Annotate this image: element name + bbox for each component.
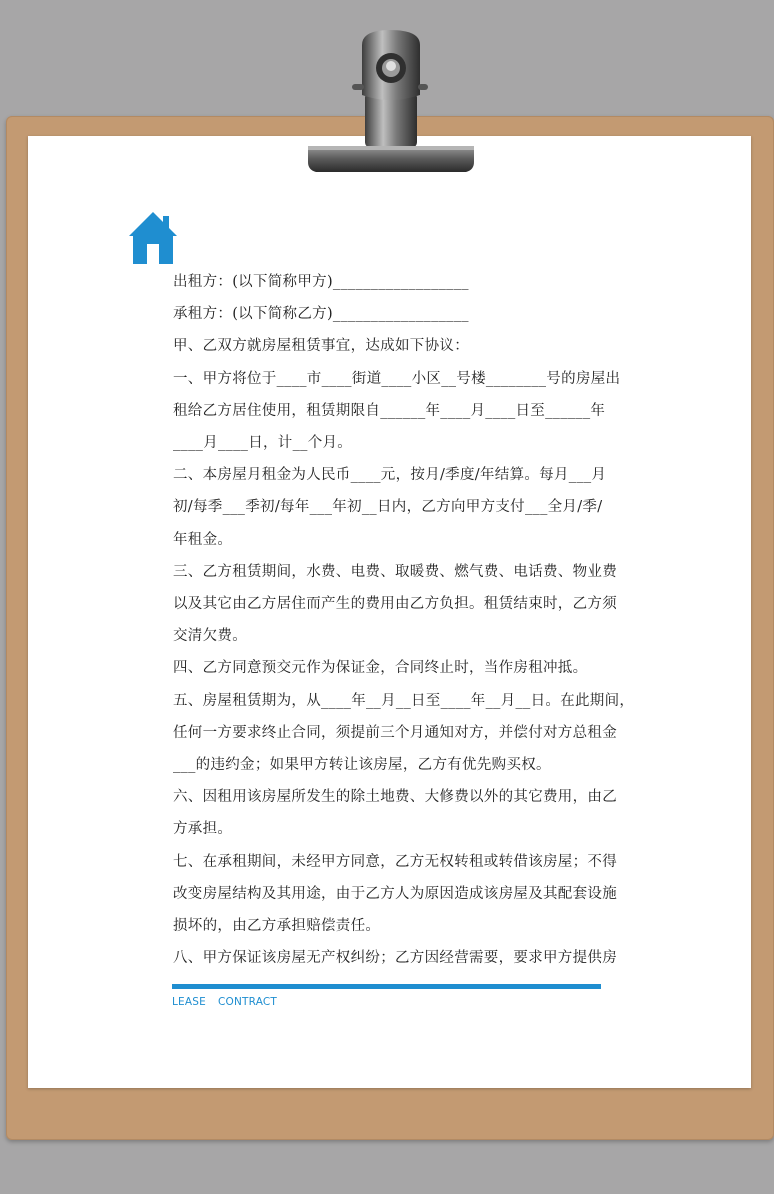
contract-line: 租给乙方居住使用，租赁期限自______年____月____日至______年 [173, 402, 606, 419]
contract-line: 方承担。 [173, 821, 233, 838]
contract-line: 初/每季___季初/每年___年初__日内，乙方向甲方支付___全月/季/ [173, 499, 603, 516]
contract-line: 二、本房屋月租金为人民币____元，按月/季度/年结算。每月___月 [173, 467, 607, 484]
contract-line: 七、在承租期间，未经甲方同意，乙方无权转租或转借该房屋；不得 [173, 853, 617, 870]
footer-word-lease: LEASE [172, 996, 206, 1008]
contract-line: 八、甲方保证该房屋无产权纠纷；乙方因经营需要，要求甲方提供房 [173, 950, 617, 967]
contract-line: 甲、乙双方就房屋租赁事宜，达成如下协议： [173, 338, 469, 355]
footer-word-contract: CONTRACT [217, 996, 278, 1008]
footer-label [172, 996, 277, 1008]
contract-line: 承租方：(以下简称乙方)__________________ [173, 306, 469, 323]
contract-line: 三、乙方租赁期间，水费、电费、取暖费、燃气费、电话费、物业费 [173, 563, 617, 580]
contract-line: 出租方：(以下简称甲方)__________________ [173, 274, 469, 290]
contract-line: 交清欠费。 [173, 628, 247, 645]
contract-body [173, 266, 635, 974]
contract-line: 年租金。 [173, 531, 233, 548]
contract-line: ____月____日，计__个月。 [173, 435, 353, 452]
contract-line: 损坏的，由乙方承担赔偿责任。 [173, 918, 381, 935]
contract-line: 五、房屋租赁期为，从____年__月__日至____年__月__日。在此期间， [173, 692, 635, 709]
contract-line: ___的违约金；如果甲方转让该房屋，乙方有优先购买权。 [173, 757, 551, 774]
footer-rule [172, 984, 601, 989]
house-icon [129, 212, 177, 264]
contract-line: 任何一方要求终止合同，须提前三个月通知对方，并偿付对方总租金 [173, 724, 617, 741]
contract-line: 改变房屋结构及其用途，由于乙方人为原因造成该房屋及其配套设施 [173, 885, 617, 902]
contract-line: 以及其它由乙方居住而产生的费用由乙方负担。租赁结束时，乙方须 [173, 596, 617, 613]
contract-line: 六、因租用该房屋所发生的除土地费、大修费以外的其它费用，由乙 [173, 789, 617, 806]
contract-line: 四、乙方同意预交元作为保证金，合同终止时，当作房租冲抵。 [173, 660, 588, 677]
contract-line: 一、甲方将位于____市____街道____小区__号楼________号的房屋出 [173, 370, 621, 387]
